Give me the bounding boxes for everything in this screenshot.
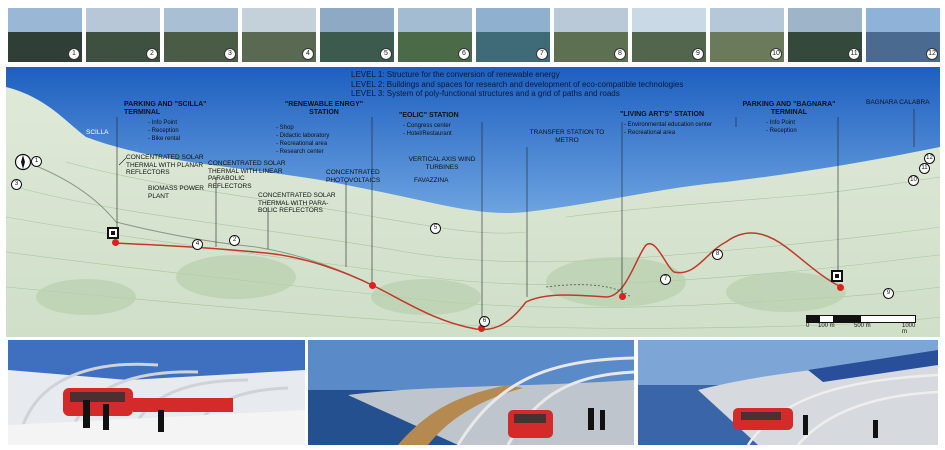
bagnara-terminal-marker [831,270,843,282]
photo-number: 1 [68,48,80,60]
viewpoint-photo [398,8,472,62]
render-coastal-track [308,340,634,445]
living-arts-station-items [624,121,714,137]
scilla-terminal-title: PARKING AND "SCILLA" TERMINAL [124,101,207,116]
renewable-item: - Research center [276,148,329,156]
viewpoint-6: 6 [479,316,490,327]
scilla-terminal-items [148,119,180,143]
level-3: LEVEL 3: System of poly-functional structures and a grid of paths and roads [351,89,620,98]
scilla-item: - Reception [148,127,180,135]
eolic-station-title: "EOLIC" STATION [399,112,459,119]
feature-biomass: BIOMASS POWER PLANT [148,185,204,200]
viewpoint-3: 3 [11,179,22,190]
feature-solar-parabolic: CONCENTRATED SOLAR THERMAL WITH PARA- BOLIC REFLECTORS [258,192,336,214]
place-bagnara-calabra: BAGNARA CALABRA [866,99,930,106]
photo-number: 7 [536,48,548,60]
eolic-station-items [403,122,452,138]
levels-legend [351,70,683,99]
photo-number: 8 [614,48,626,60]
viewpoint-9: 9 [883,288,894,299]
place-favazzina: FAVAZZINA [414,177,449,184]
living-arts-station-stop [619,293,626,300]
scilla-item: - Info Point [148,119,180,127]
scale-label: 1000 m [902,323,916,335]
bagnara-terminal-title: PARKING AND "BAGNARA" TERMINAL [742,101,836,116]
photo-number: 11 [848,48,860,60]
viewpoint-photo [86,8,160,62]
viewpoint-1: 1 [31,156,42,167]
viewpoint-photo [554,8,628,62]
photo-number: 12 [926,48,938,60]
viewpoint-photo [710,8,784,62]
viewpoint-photo [164,8,238,62]
render-station-platform [8,340,305,445]
level-1: LEVEL 1: Structure for the conversion of renewable energy [351,70,560,79]
eolic-item: - Congress center [403,122,452,130]
viewpoint-11: 11 [919,163,930,174]
photo-number: 5 [380,48,392,60]
photo-number: 2 [146,48,158,60]
viewpoint-photo [242,8,316,62]
feature-photovoltaics: CONCENTRATED PHOTOVOLTAICS [326,169,381,184]
renewable-station-items [276,124,329,156]
viewpoint-photo [8,8,82,62]
renewable-item: - Shop [276,124,329,132]
viewpoint-photo [320,8,394,62]
scilla-terminal-marker [107,227,119,239]
viewpoint-8: 8 [712,249,723,260]
bagnara-item: - Info Point [766,119,797,127]
photo-number: 9 [692,48,704,60]
viewpoint-12: 12 [924,153,935,164]
place-scilla: SCILLA [86,129,109,136]
viewpoint-photo [866,8,940,62]
north-arrow-icon [14,153,32,171]
viewpoint-10: 10 [908,175,919,186]
feature-wind-turbines: VERTICAL AXIS WIND TURBINES [408,156,476,171]
living-arts-station-title: "LIVING ART'S" STATION [620,111,705,118]
scilla-terminal-stop [112,239,119,246]
scale-bar [806,315,916,335]
viewpoint-2: 2 [229,235,240,246]
scale-label: 100 m [818,323,835,329]
bagnara-item: - Reception [766,127,797,135]
feature-solar-linear: CONCENTRATED SOLAR THERMAL WITH LINEAR PARABOLIC REFLECTORS [208,160,286,190]
bagnara-terminal-items [766,119,797,135]
renewable-item: - Recreational area [276,140,329,148]
photo-number: 6 [458,48,470,60]
viewpoint-4: 4 [192,239,203,250]
feature-transfer-station: TRANSFER STATION TO METRO [529,129,605,144]
viewpoint-5: 5 [430,223,441,234]
renewable-station-title: "RENEWABLE ENRGY" STATION [284,101,364,116]
scale-label: 0 [806,323,810,329]
viewpoint-photo [632,8,706,62]
level-2: LEVEL 2: Buildings and spaces for research and development of eco-compatible technologies [351,79,684,89]
masterplan-map [6,67,940,337]
eolic-item: - Hotel/Restaurant [403,130,452,138]
viewpoint-photo [788,8,862,62]
renewable-station-stop [369,282,376,289]
renewable-item: - Didactic laboratory [276,132,329,140]
living-arts-item: - Recreational area [624,129,714,137]
scilla-item: - Bike rental [148,135,180,143]
render-elevated-platform [638,340,938,445]
feature-solar-planar: CONCENTRATED SOLAR THERMAL WITH PLANAR REFLECTORS [126,154,204,176]
viewpoint-7: 7 [660,274,671,285]
photo-number: 4 [302,48,314,60]
bagnara-terminal-stop [837,284,844,291]
photo-number: 3 [224,48,236,60]
viewpoint-photo [476,8,550,62]
scale-label: 500 m [854,323,871,329]
photo-number: 10 [770,48,782,60]
living-arts-item: - Environmental education center [624,121,714,129]
